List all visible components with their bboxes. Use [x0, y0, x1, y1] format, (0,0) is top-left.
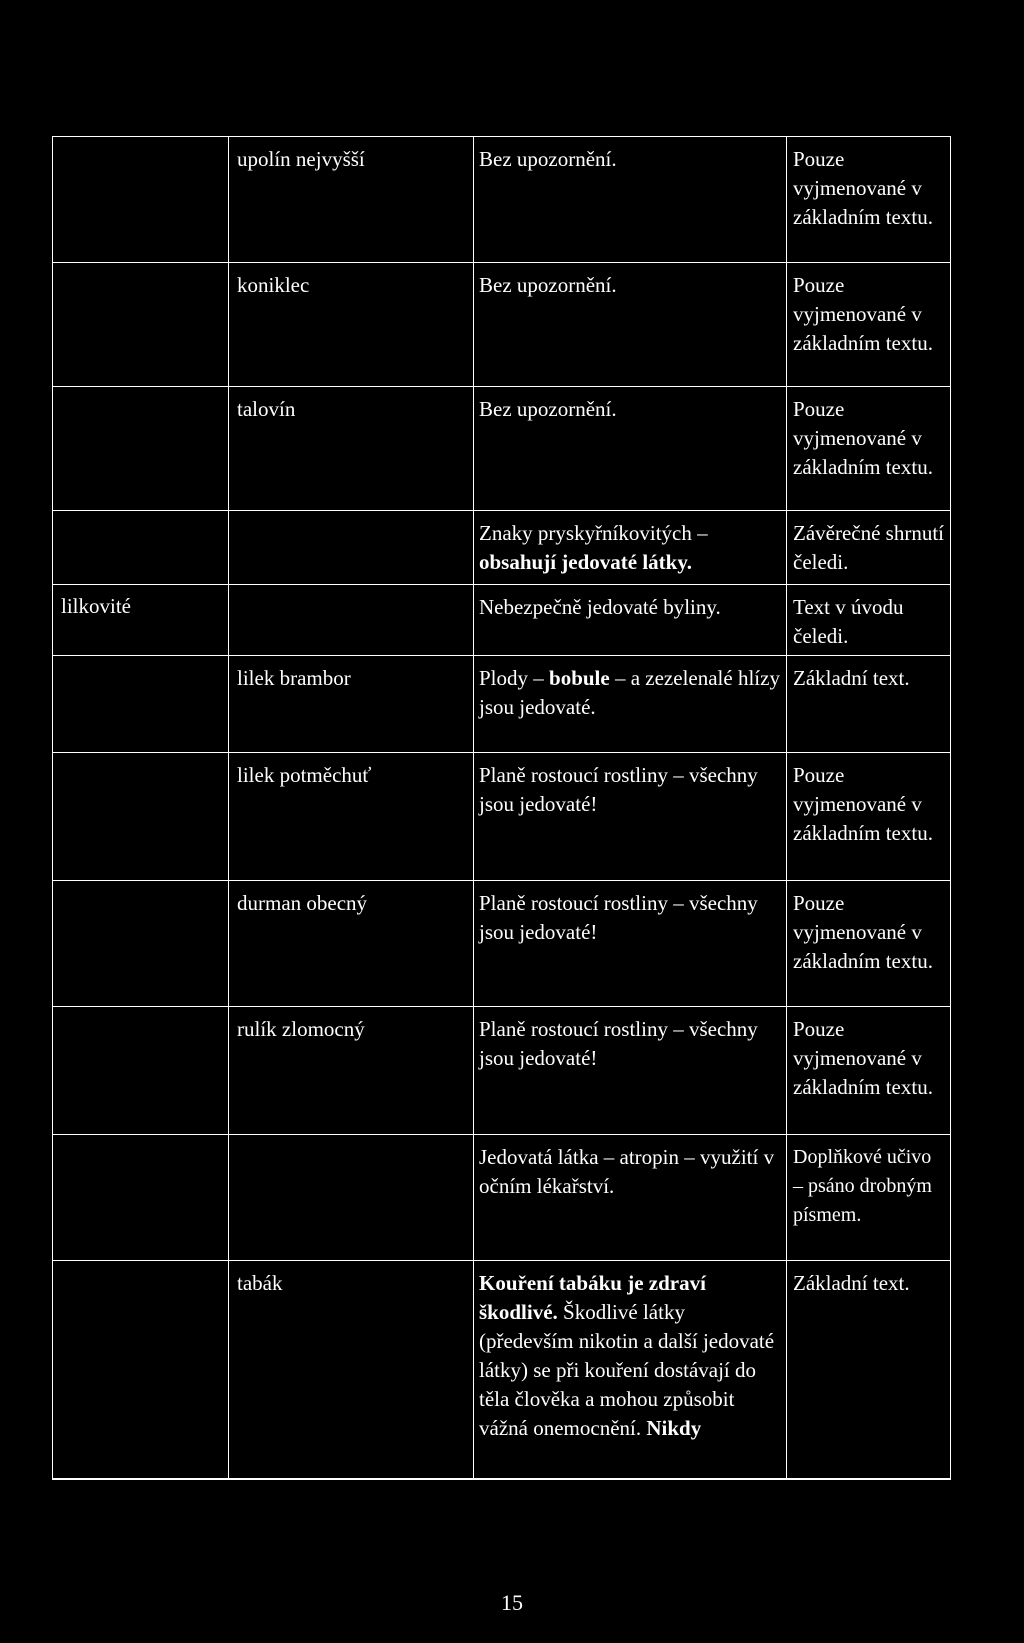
description-bold-text: Nikdy: [646, 1416, 702, 1440]
description-cell: Bez upozornění.: [474, 387, 787, 511]
family-cell: [53, 263, 229, 387]
family-cell: [53, 137, 229, 263]
poisonous-plants-table: [52, 136, 951, 1480]
page-number: 15: [501, 1590, 523, 1615]
note-cell: Pouze vyjmenované v základním textu.: [787, 753, 951, 881]
description-cell: Planě rostoucí rostliny – všechny jsou jedovaté!: [474, 753, 787, 881]
family-cell: [53, 753, 229, 881]
description-text: Plody –: [479, 666, 550, 690]
note-cell: Závěrečné shrnutí čeledi.: [787, 511, 951, 585]
description-cell: Jedovatá látka – atropin – využití v očním lékařství.: [474, 1135, 787, 1261]
description-cell: Nebezpečně jedovaté byliny.: [474, 585, 787, 656]
table-row: [53, 137, 951, 263]
table-row: [53, 511, 951, 585]
note-cell: Pouze vyjmenované v základním textu.: [787, 387, 951, 511]
plant-name-cell: upolín nejvyšší: [229, 137, 474, 263]
description-cell: Planě rostoucí rostliny – všechny jsou jedovaté!: [474, 1007, 787, 1135]
plant-name-cell: [229, 1135, 474, 1261]
plant-name-cell: koniklec: [229, 263, 474, 387]
family-cell: [53, 1007, 229, 1135]
plant-name-cell: tabák: [229, 1261, 474, 1479]
table-row: [53, 656, 951, 753]
plant-name-cell: durman obecný: [229, 881, 474, 1007]
note-cell: Základní text.: [787, 1261, 951, 1479]
description-cell: [474, 1261, 787, 1479]
table-row: [53, 1007, 951, 1135]
table-row: [53, 881, 951, 1007]
description-text: Škodlivé látky (především nikotin a další jedovaté látky) se při kouření dostávají do těla člověka a mohou způsobit vážná onemocnění.: [479, 1300, 775, 1440]
description-bold-text: bobule: [549, 666, 610, 690]
family-cell: [53, 1261, 229, 1479]
table-row: [53, 1135, 951, 1261]
note-cell: Pouze vyjmenované v základním textu.: [787, 263, 951, 387]
plant-name-cell: rulík zlomocný: [229, 1007, 474, 1135]
table-row: [53, 387, 951, 511]
table-row: [53, 1261, 951, 1479]
table-row: [53, 585, 951, 656]
plant-name-cell: lilek brambor: [229, 656, 474, 753]
description-text: – a zezelenalé hlízy jsou jedovaté.: [479, 666, 780, 719]
table-row: [53, 753, 951, 881]
family-cell: lilkovité: [53, 585, 229, 656]
description-cell: [474, 511, 787, 585]
description-cell: Planě rostoucí rostliny – všechny jsou jedovaté!: [474, 881, 787, 1007]
table-row: [53, 263, 951, 387]
note-cell: Doplňkové učivo – psáno drobným písmem.: [787, 1135, 951, 1261]
family-cell: [53, 387, 229, 511]
note-cell: Základní text.: [787, 656, 951, 753]
description-text: Znaky pryskyřníkovitých –: [479, 521, 708, 545]
note-cell: Pouze vyjmenované v základním textu.: [787, 1007, 951, 1135]
description-cell: [474, 656, 787, 753]
description-bold-text: Kouření tabáku je zdraví škodlivé.: [479, 1271, 706, 1324]
note-cell: Text v úvodu čeledi.: [787, 585, 951, 656]
family-cell: [53, 881, 229, 1007]
description-bold-text: obsahují jedovaté látky.: [479, 550, 692, 574]
note-cell: Pouze vyjmenované v základním textu.: [787, 137, 951, 263]
description-cell: Bez upozornění.: [474, 137, 787, 263]
description-cell: Bez upozornění.: [474, 263, 787, 387]
plant-name-cell: [229, 511, 474, 585]
family-cell: [53, 1135, 229, 1261]
note-cell: Pouze vyjmenované v základním textu.: [787, 881, 951, 1007]
plant-name-cell: talovín: [229, 387, 474, 511]
family-cell: [53, 511, 229, 585]
plant-name-cell: lilek potměchuť: [229, 753, 474, 881]
plant-name-cell: [229, 585, 474, 656]
family-cell: [53, 656, 229, 753]
